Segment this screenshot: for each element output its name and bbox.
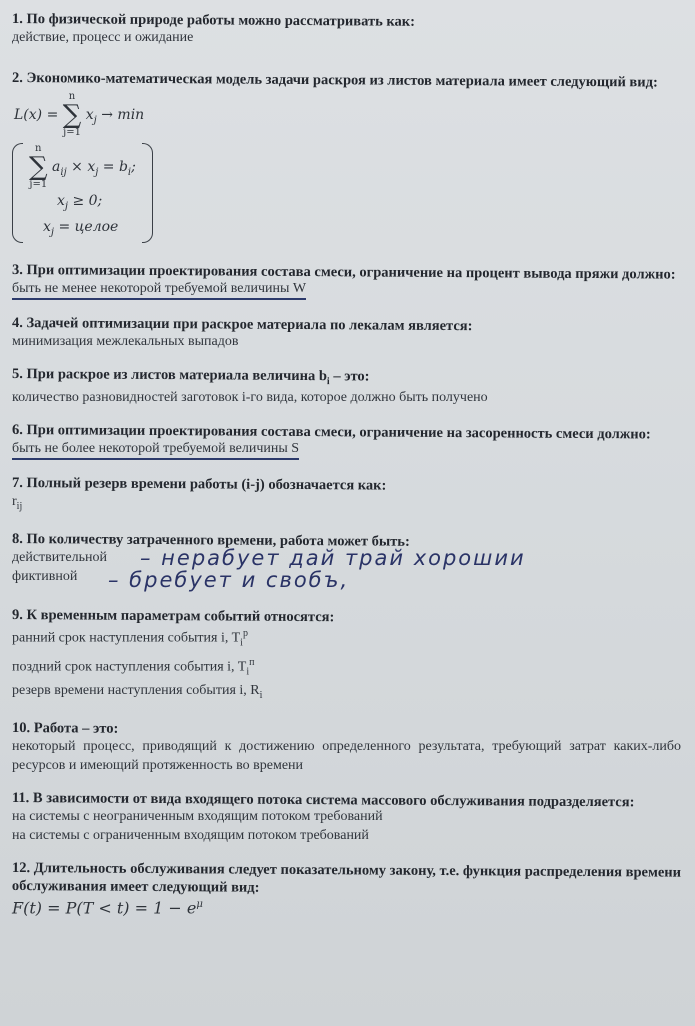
question-title: 7. Полный резерв времени работы (i-j) обозначается как: (11, 475, 387, 495)
question-title: 6. При оптимизации проектирования состава смеси, ограничение на засоренность смеси должно: (11, 422, 651, 443)
sum-symbol (63, 91, 82, 139)
cond: ≥ 0; (68, 193, 103, 209)
rhs: = b (98, 159, 128, 175)
title-sub: i (326, 375, 330, 387)
question-title: 12. Длительность обслуживания следует показательному закону, т.е. функция распределения времени обслуживания имеет следующий вид: (11, 859, 682, 896)
sigma-icon: ∑ (62, 100, 82, 130)
question-title: 9. К временным параметрам событий относятся: (11, 607, 335, 626)
answer-text: быть не более некоторой требуемой величины S (12, 439, 299, 460)
question-title: 3. При оптимизации проектирования состава смеси, ограничение на процент вывода пряжи должно: (11, 261, 676, 283)
answer-text (12, 681, 681, 705)
answer-text: минимизация межлекальных выпадов (12, 333, 239, 349)
var-sub: j (50, 226, 55, 238)
question-8 (11, 530, 681, 593)
question-title: 8. По количеству затраченного времени, работа может быть: (11, 531, 410, 551)
rhs-sub: i (127, 166, 132, 178)
constraint-2 (29, 191, 136, 217)
question-1 (12, 10, 681, 47)
question-9 (12, 606, 681, 705)
sum-upper-limit: n (68, 91, 76, 102)
question-4 (12, 314, 681, 351)
handwritten-note: – бребует и свобъ, (108, 568, 350, 593)
formula-exponent: μ (196, 898, 203, 910)
var: x (57, 193, 65, 209)
sum-lower-limit: j=1 (63, 127, 81, 138)
question-title: 4. Задачей оптимизации при раскрое материала по лекалам является: (11, 314, 473, 334)
question-11 (12, 789, 681, 845)
question-2 (12, 69, 681, 243)
answer-text (12, 492, 681, 516)
mult: × x (66, 159, 96, 175)
symbol-sub: ij (16, 501, 23, 513)
answer-text: быть не менее некоторой требуемой величины W (12, 279, 306, 300)
formula-variable: x (85, 107, 94, 123)
sum-lower-limit: j=1 (29, 179, 48, 190)
left-brace (12, 143, 23, 243)
sup-mark: п (249, 656, 255, 668)
question-title: 11. В зависимости от вида входящего потока система массового обслуживания подразделяется: (11, 789, 635, 811)
formula-subscript: j (93, 114, 97, 126)
constraint-lines (23, 143, 142, 243)
formula-text: F(t) = P(T < t) = 1 − e (12, 898, 197, 918)
question-6 (12, 421, 681, 460)
coef-sub: ij (60, 166, 67, 178)
title-end: – это: (329, 367, 370, 385)
answer-part: поздний срок наступления события i, T (12, 659, 247, 675)
answer-text (12, 624, 681, 652)
formula-lhs: L(x) = (14, 107, 59, 123)
sum-symbol (29, 143, 48, 191)
answer-text: на системы с неограниченным входящим потоком требований (12, 808, 383, 824)
question-5 (12, 365, 681, 408)
constraint-3 (29, 217, 136, 243)
question-title: 10. Работа – это: (11, 719, 119, 737)
question-7 (12, 474, 681, 516)
sub-mark: i (259, 689, 263, 701)
answer-part: ранний срок наступления события i, T (12, 630, 241, 646)
question-3 (12, 261, 681, 300)
question-title: 2. Экономико-математическая модель задачи раскроя из листов материала имеет следующий вид: (11, 70, 658, 91)
title-text: 5. При раскрое из листов материала величина b (11, 365, 327, 384)
var: x (43, 218, 51, 235)
mult-sub: j (95, 166, 99, 178)
handwritten-note: – нерабует дай трай хорошии (140, 546, 526, 571)
sub-mark: i (240, 637, 243, 649)
question-title (12, 365, 681, 394)
constraint-system (12, 143, 681, 243)
cond: = целое (54, 218, 119, 235)
answer-text: фиктивной (12, 569, 78, 585)
answer-text (12, 653, 681, 681)
question-12 (12, 859, 681, 918)
sum-upper-limit: n (35, 143, 42, 154)
question-title: 1. По физической природе работы можно рассматривать как: (11, 11, 416, 30)
coef: a (52, 159, 61, 175)
answer-text: действие, процесс и ожидание (12, 30, 194, 45)
sigma-icon: ∑ (29, 152, 48, 182)
question-10 (12, 719, 681, 775)
answer-text: некоторый процесс, приводящий к достижению определенного результата, требующий затрат каких-либо ресурсов и имеющий протяженность во времени (12, 738, 681, 773)
answer-part: резерв времени наступления события i, R (12, 683, 260, 699)
symbol: r (12, 494, 17, 510)
semicolon: ; (131, 159, 136, 175)
answer-text: действительной (12, 550, 107, 566)
sup-mark: p (242, 628, 248, 640)
var-sub: j (64, 200, 69, 212)
constraint-1 (29, 143, 136, 191)
right-brace (142, 143, 153, 243)
sub-mark: i (246, 666, 250, 678)
formula-tail: → min (96, 107, 145, 123)
objective-formula (14, 91, 681, 139)
answer-text: количество разновидностей заготовок i-го вида, которое должно быть получено (12, 390, 488, 406)
answer-text: на системы с ограниченным входящим потоком требований (12, 827, 369, 843)
